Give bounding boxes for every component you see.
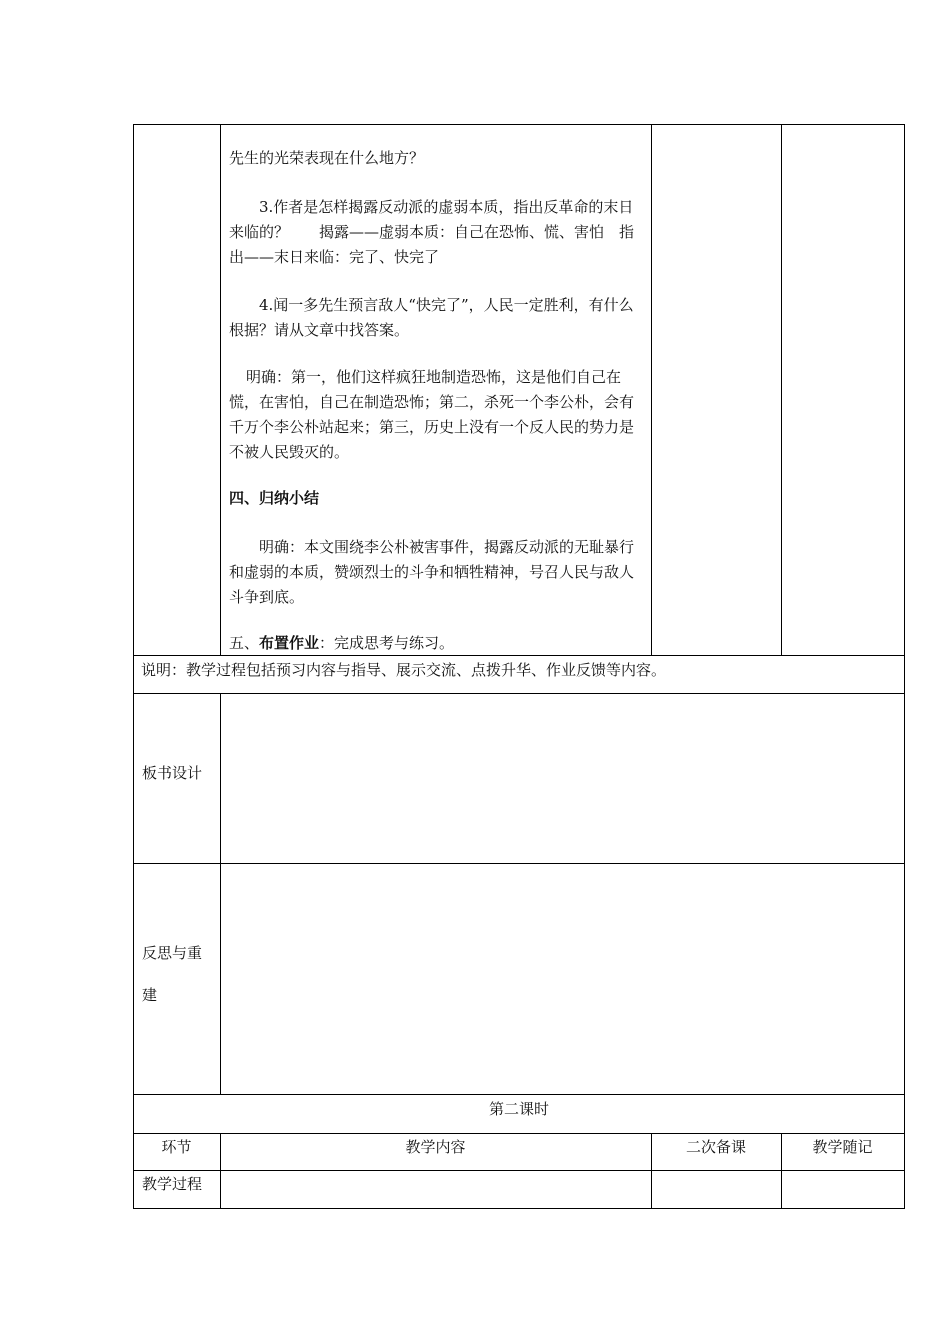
process-text-line: 先生的光荣表现在什么地方？ (229, 149, 425, 167)
summary-paragraph: 明确：本文围绕李公朴被害事件，揭露反动派的无耻暴行和虚弱的本质，赞颂烈士的斗争和牺牲精神，号召人民与敌人斗争到底。 (229, 538, 635, 606)
header-notes: 教学随记 (812, 1138, 873, 1156)
table-border (133, 1133, 905, 1134)
table-border (904, 124, 905, 1209)
header-content: 教学内容 (405, 1138, 466, 1156)
header-second-prep: 二次备课 (685, 1138, 746, 1156)
table-border (133, 1208, 905, 1209)
reflection-label-line1: 反思与重 (142, 944, 203, 962)
table-border (651, 124, 652, 655)
note-text: 说明：教学过程包括预习内容与指导、展示交流、点拨升华、作业反馈等内容。 (141, 661, 667, 679)
section-5-line (229, 631, 454, 656)
table-border (133, 1170, 905, 1171)
question-3: 3.作者是怎样揭露反动派的虚弱本质，指出反革命的末日来临的？ 揭露——虚弱本质：自己在恐怖、慌、害怕 指出——末日来临：完了、快完了 (229, 198, 635, 266)
table-border (133, 863, 905, 864)
section-5-text: ：完成思考与练习。 (319, 634, 455, 652)
reflection-label-line2: 建 (142, 986, 158, 1004)
table-border (133, 124, 905, 125)
table-border (781, 124, 782, 655)
process-label: 教学过程 (142, 1175, 203, 1193)
table-border (220, 693, 221, 1094)
table-border (133, 124, 134, 1209)
section-5-prefix: 五、 (229, 634, 260, 652)
section-4-heading: 四、归纳小结 (229, 489, 320, 507)
header-stage: 环节 (161, 1138, 192, 1156)
section-5-heading: 布置作业 (259, 634, 320, 652)
second-lesson-title: 第二课时 (488, 1100, 549, 1118)
question-4: 4.闻一多先生预言敌人“快完了”，人民一定胜利，有什么根据？请从文章中找答案。 (229, 296, 634, 339)
table-border (133, 1094, 905, 1095)
answer-4: 明确：第一，他们这样疯狂地制造恐怖，这是他们自己在慌，在害怕，自己在制造恐怖；第二，杀死一个李公朴，会有千万个李公朴站起来；第三，历史上没有一个反人民的势力是不被人民毁灭的。 (229, 368, 635, 461)
board-design-label: 板书设计 (142, 764, 203, 782)
table-border (133, 693, 905, 694)
table-border (220, 124, 221, 655)
